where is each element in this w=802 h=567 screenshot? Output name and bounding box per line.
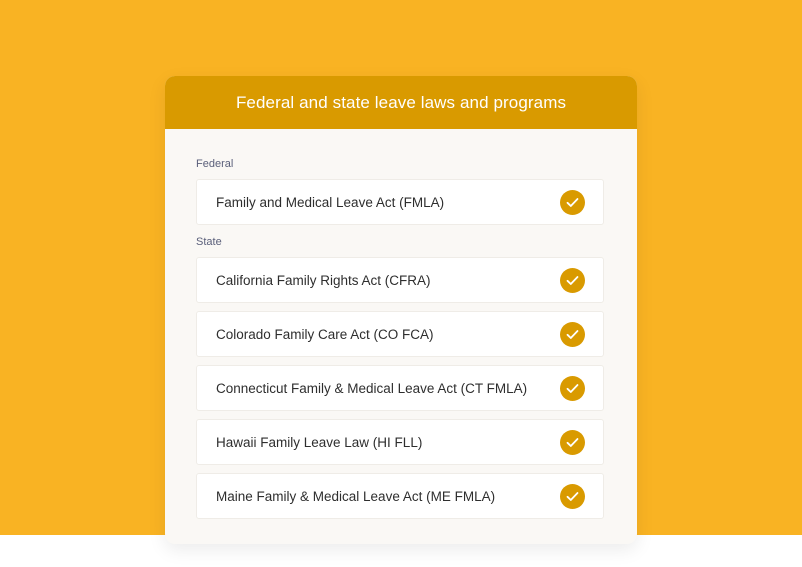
- law-item-cfra[interactable]: [196, 257, 604, 303]
- check-icon[interactable]: [560, 376, 585, 401]
- law-item-me-fmla[interactable]: [196, 473, 604, 519]
- law-item-ct-fmla[interactable]: [196, 365, 604, 411]
- law-item-label: California Family Rights Act (CFRA): [216, 272, 431, 288]
- check-icon[interactable]: [560, 430, 585, 455]
- law-item-label: Maine Family & Medical Leave Act (ME FMLA): [216, 488, 496, 504]
- check-icon[interactable]: [560, 322, 585, 347]
- leave-laws-card: [165, 76, 637, 544]
- check-icon[interactable]: [560, 190, 585, 215]
- card-title: Federal and state leave laws and programs: [235, 92, 567, 112]
- section-label-state: State: [196, 236, 222, 248]
- law-item-label: Family and Medical Leave Act (FMLA): [216, 194, 445, 210]
- section-label-federal: Federal: [196, 158, 234, 170]
- law-item-hi-fll[interactable]: [196, 419, 604, 465]
- law-item-label: Hawaii Family Leave Law (HI FLL): [216, 434, 423, 450]
- check-icon[interactable]: [560, 484, 585, 509]
- law-item-fmla[interactable]: [196, 179, 604, 225]
- card-header: [165, 76, 637, 129]
- law-item-co-fca[interactable]: [196, 311, 604, 357]
- law-item-label: Connecticut Family & Medical Leave Act (CT FMLA): [216, 380, 528, 396]
- check-icon[interactable]: [560, 268, 585, 293]
- law-item-label: Colorado Family Care Act (CO FCA): [216, 326, 434, 342]
